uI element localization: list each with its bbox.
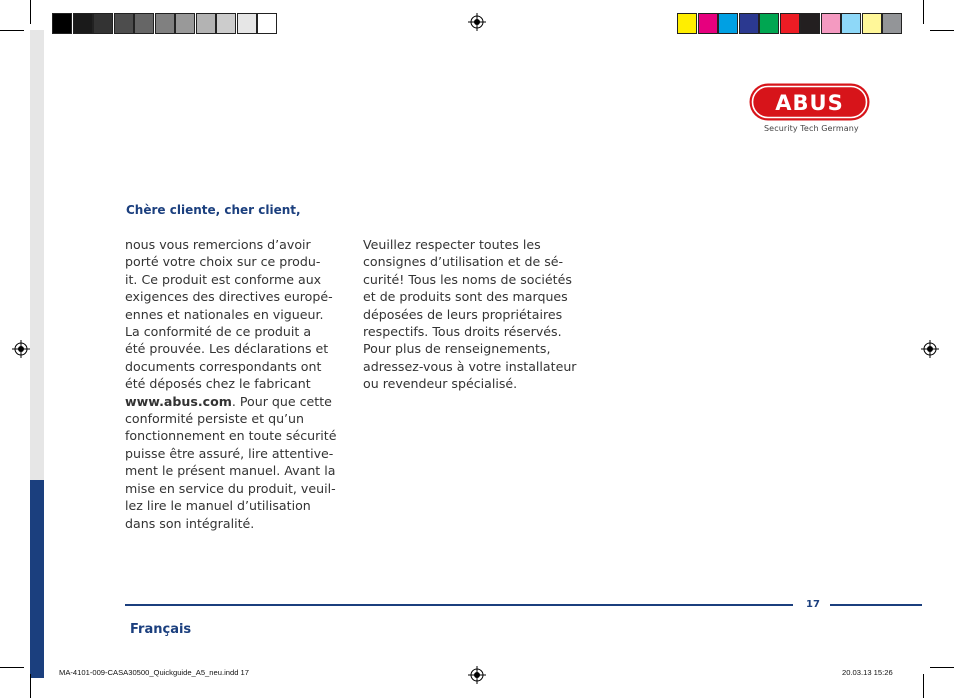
color-swatch — [52, 13, 72, 34]
slug-filename: MA-4101-009-CASA30500_Quickguide_A5_neu.indd 17 — [59, 668, 249, 677]
color-swatch — [841, 13, 861, 34]
color-swatch — [677, 13, 697, 34]
page-edge-light — [30, 30, 44, 480]
color-swatch — [216, 13, 236, 34]
color-swatch — [862, 13, 882, 34]
text-line: été prouvée. Les déclarations et — [125, 341, 329, 357]
color-swatch — [196, 13, 216, 34]
color-swatch — [73, 13, 93, 34]
color-swatch — [134, 13, 154, 34]
registration-mark-top-icon — [468, 13, 486, 31]
website-link[interactable]: www.abus.com — [125, 393, 232, 409]
text-line: puisse être assuré, lire attentive- — [125, 445, 334, 461]
grayscale-color-bar — [52, 13, 278, 34]
page-number: 17 — [806, 599, 820, 610]
text-line: it. Ce produit est conforme aux — [125, 271, 322, 287]
text-line: fonctionnement en toute sécurité — [125, 428, 337, 444]
body-text-left-column — [125, 236, 350, 532]
text-line: porté votre choix sur ce produ- — [125, 254, 321, 270]
language-label: Français — [130, 622, 192, 637]
text-line: Veuillez respecter toutes les — [363, 237, 541, 252]
color-swatch — [882, 13, 902, 34]
logo-tagline: Security Tech Germany — [764, 124, 859, 133]
abus-logo-mark-icon — [748, 82, 871, 122]
color-swatch — [821, 13, 841, 34]
color-swatch — [114, 13, 134, 34]
text-line: exigences des directives europé- — [125, 289, 333, 305]
text-line: mise en service du produit, veuil- — [125, 480, 336, 496]
text-line: Pour plus de renseignements, — [363, 341, 551, 357]
color-swatch — [175, 13, 195, 34]
footer-rule-left — [125, 604, 793, 606]
text-line: nous vous remercions d’avoir — [125, 237, 311, 252]
text-line: et de produits sont des marques — [363, 289, 568, 305]
text-line: été déposés chez le fabricant — [125, 376, 311, 392]
color-swatch — [718, 13, 738, 34]
greeting-heading: Chère cliente, cher client, — [126, 203, 301, 217]
text-line: respectifs. Tous droits réservés. — [363, 324, 562, 340]
abus-logo-text: ABUS — [775, 91, 844, 115]
process-color-bar — [677, 13, 903, 34]
color-swatch — [800, 13, 820, 34]
text-line: dans son intégralité. — [125, 515, 255, 531]
abus-logo — [748, 82, 873, 138]
color-swatch — [698, 13, 718, 34]
footer-rule-right — [830, 604, 922, 606]
color-swatch — [257, 13, 277, 34]
color-swatch — [237, 13, 257, 34]
text-line: La conformité de ce produit a — [125, 324, 312, 340]
registration-mark-left-icon — [12, 340, 30, 358]
text-line: consignes d’utilisation et de sé- — [363, 254, 564, 270]
text-line: lez lire le manuel d’utilisation — [125, 498, 311, 514]
registration-mark-right-icon — [921, 340, 939, 358]
text-line: curité! Tous les noms de sociétés — [363, 271, 572, 287]
color-swatch — [93, 13, 113, 34]
text-fragment: . Pour que cette — [231, 393, 332, 409]
text-line: ou revendeur spécialisé. — [363, 376, 518, 392]
body-text-right-column — [363, 236, 588, 393]
text-line: ment le présent manuel. Avant la — [125, 463, 336, 479]
text-line — [125, 393, 350, 410]
text-line: conformité persiste et qu’un — [125, 411, 305, 427]
text-line: adressez-vous à votre installateur — [363, 358, 577, 374]
color-swatch — [739, 13, 759, 34]
text-line: déposées de leurs propriétaires — [363, 306, 563, 322]
text-line: ennes et nationales en vigueur. — [125, 306, 324, 322]
color-swatch — [155, 13, 175, 34]
registration-mark-bottom-icon — [468, 666, 486, 684]
color-swatch — [780, 13, 800, 34]
text-line: documents correspondants ont — [125, 358, 322, 374]
color-swatch — [759, 13, 779, 34]
slug-timestamp: 20.03.13 15:26 — [842, 668, 893, 677]
page-edge-blue — [30, 480, 44, 678]
